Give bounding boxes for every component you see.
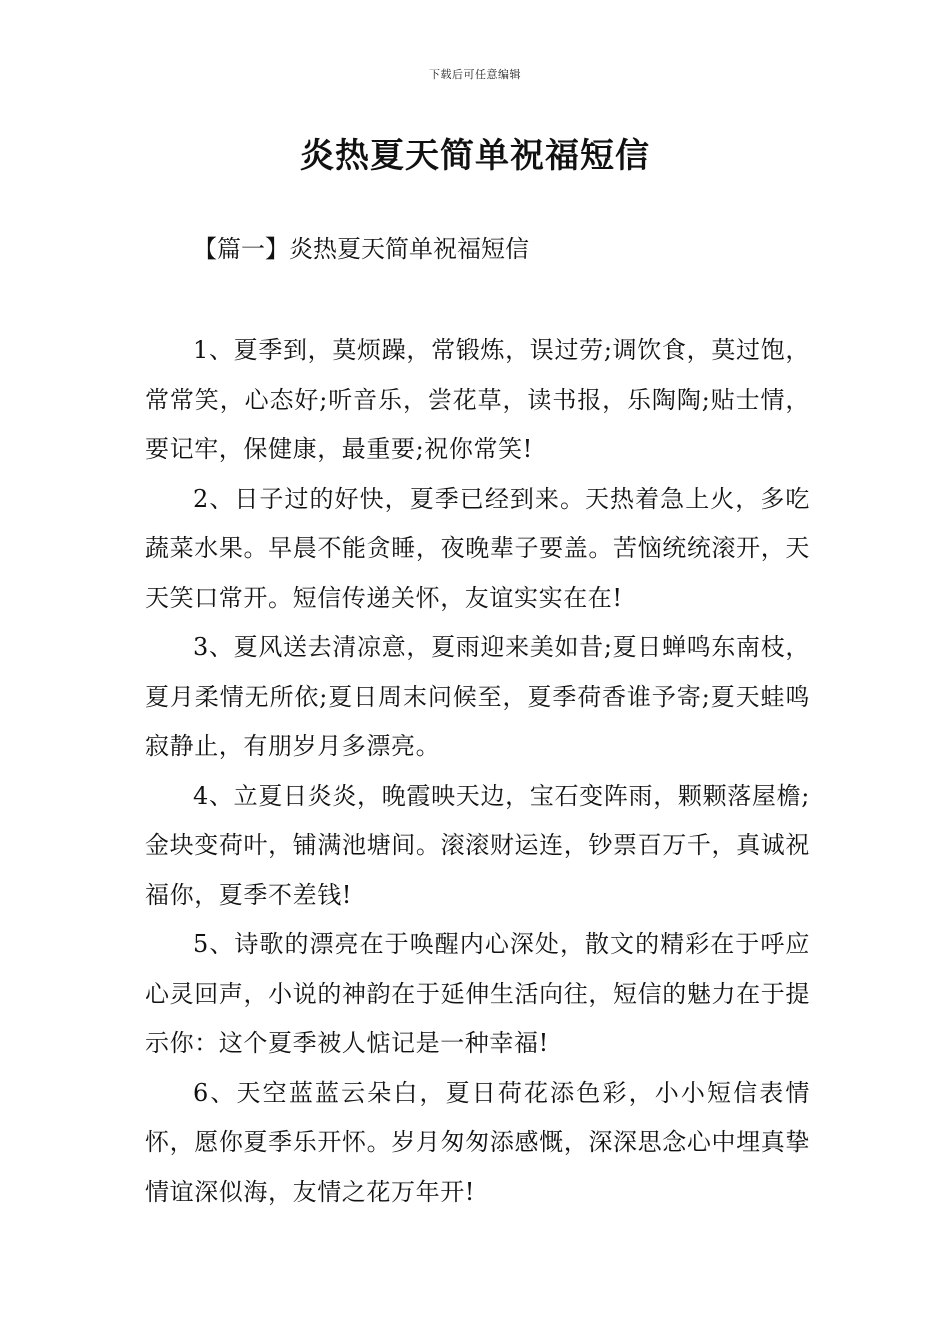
paragraph: 2、日子过的好快，夏季已经到来。天热着急上火，多吃蔬菜水果。早晨不能贪睡，夜晚辈子要盖。苦恼统统滚开，天天笑口常开。短信传递关怀，友谊实实在在! bbox=[145, 484, 810, 612]
document-body bbox=[145, 326, 810, 1217]
header-note: 下载后可任意编辑 bbox=[429, 68, 521, 81]
paragraph: 4、立夏日炎炎，晚霞映天边，宝石变阵雨，颗颗落屋檐;金块变荷叶，铺满池塘间。滚滚财运连，钞票百万千，真诚祝福你，夏季不差钱! bbox=[145, 781, 810, 909]
paragraph: 5、诗歌的漂亮在于唤醒内心深处，散文的精彩在于呼应心灵回声，小说的神韵在于延伸生活向往，短信的魅力在于提示你：这个夏季被人惦记是一种幸福! bbox=[145, 930, 810, 1057]
section-heading: 【篇一】炎热夏天简单祝福短信 bbox=[193, 235, 529, 263]
paragraph: 1、夏季到，莫烦躁，常锻炼，误过劳;调饮食，莫过饱，常常笑，心态好;听音乐，尝花草，读书报，乐陶陶;贴士情，要记牢，保健康，最重要;祝你常笑! bbox=[145, 336, 810, 463]
paragraph: 3、夏风送去清凉意，夏雨迎来美如昔;夏日蝉鸣东南枝，夏月柔情无所依;夏日周末问候至，夏季荷香谁予寄;夏天蛙鸣寂静止，有朋岁月多漂亮。 bbox=[145, 633, 810, 760]
paragraph: 6、天空蓝蓝云朵白，夏日荷花添色彩，小小短信表情怀，愿你夏季乐开怀。岁月匆匆添感慨，深深思念心中埋真挚情谊深似海，友情之花万年开! bbox=[145, 1078, 810, 1206]
document-title: 炎热夏天简单祝福短信 bbox=[300, 136, 650, 176]
